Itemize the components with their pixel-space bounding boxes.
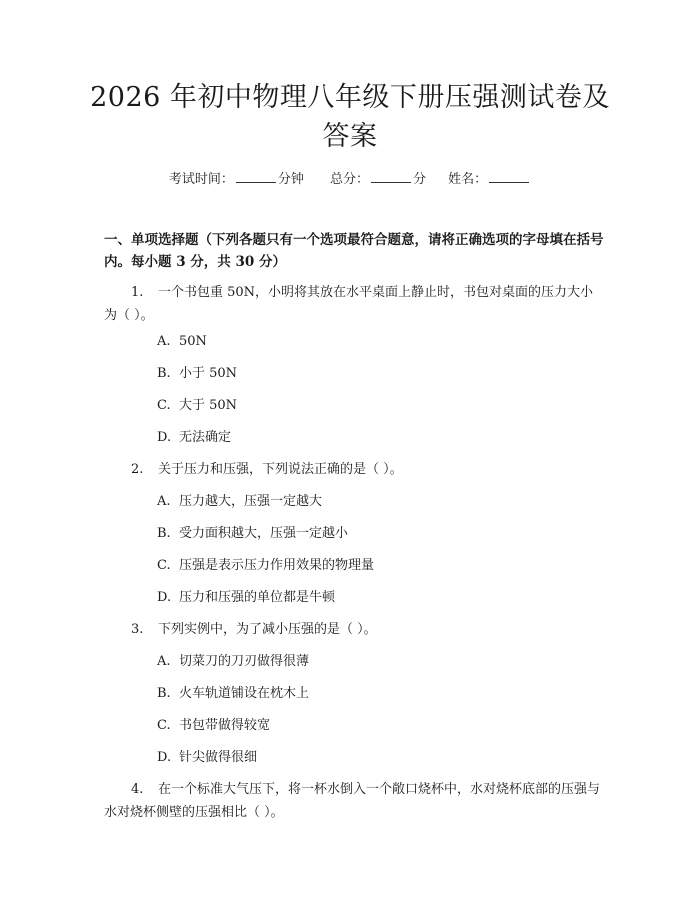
question-number: 4. — [131, 782, 144, 797]
option-1d: D. 无法确定 — [157, 430, 232, 445]
exam-meta — [0, 168, 700, 187]
time-blank — [236, 170, 276, 183]
question-number: 2. — [131, 462, 144, 477]
time-label: 考试时间： — [168, 172, 234, 187]
option-2c: C. 压强是表示压力作用效果的物理量 — [157, 558, 375, 573]
name-blank — [489, 170, 529, 183]
score-blank — [371, 170, 411, 183]
option-3d: D. 针尖做得很细 — [157, 750, 258, 765]
option-1b: B. 小于 50N — [157, 366, 238, 381]
question-4 — [104, 778, 604, 824]
time-unit: 分钟 — [277, 172, 304, 187]
score-unit: 分 — [413, 172, 427, 187]
question-number: 3. — [131, 622, 144, 637]
option-3c: C. 书包带做得较宽 — [157, 718, 271, 733]
name-label: 姓名： — [448, 172, 488, 187]
option-3a: A. 切菜刀的刀刃做得很薄 — [157, 654, 310, 669]
question-text: 在一个标准大气压下，将一杯水倒入一个敞口烧杯中，水对烧杯底部的压强与水对烧杯侧壁的压强相比（ ）。 — [104, 782, 601, 820]
exam-title: 2026 年初中物理八年级下册压强测试卷及答案 — [90, 82, 610, 152]
option-2a: A. 压力越大，压强一定越大 — [157, 494, 323, 509]
question-3 — [104, 618, 604, 641]
option-2d: D. 压力和压强的单位都是牛顿 — [157, 590, 336, 605]
option-1c: C. 大于 50N — [157, 398, 238, 413]
option-1a: A. 50N — [157, 334, 207, 349]
question-text: 下列实例中，为了减小压强的是（ ）。 — [158, 622, 377, 637]
section-1-heading: 一、单项选择题（下列各题只有一个选项最符合题意，请将正确选项的字母填在括号内。每小题 3 分，共 30 分） — [104, 232, 604, 270]
question-text: 关于压力和压强，下列说法正确的是（ ）。 — [158, 462, 403, 477]
score-label: 总分： — [329, 172, 369, 187]
option-3b: B. 火车轨道铺设在枕木上 — [157, 686, 310, 701]
question-text: 一个书包重 50N，小明将其放在水平桌面上静止时，书包对桌面的压力大小为（ ）。 — [104, 285, 594, 323]
question-1 — [104, 281, 604, 327]
question-number: 1. — [131, 285, 144, 300]
question-2 — [104, 458, 604, 481]
option-2b: B. 受力面积越大，压强一定越小 — [157, 526, 349, 541]
